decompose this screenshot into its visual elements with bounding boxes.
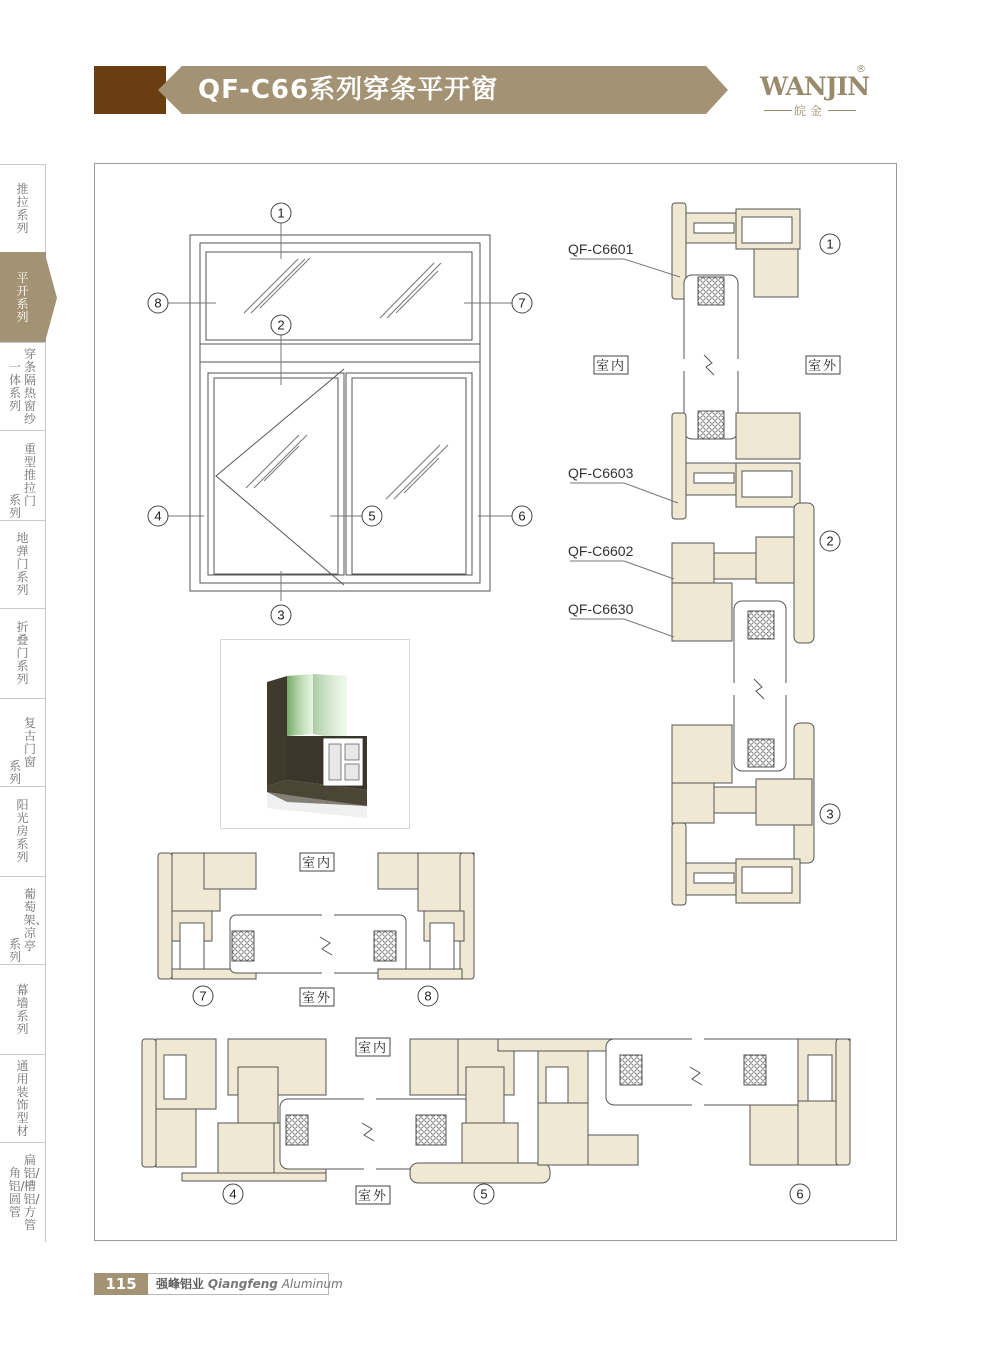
vertical-section [672, 203, 814, 905]
callout-4-text: 4 [154, 508, 162, 524]
outdoor-label-456 [356, 1186, 390, 1204]
section-callout-1-text: 1 [826, 236, 834, 252]
section-callout-8 [418, 986, 438, 1006]
callout-5-text: 5 [368, 508, 376, 524]
sidenav-item-12[interactable] [0, 1142, 46, 1242]
sidenav-item-label: 地弹门系列 [16, 531, 29, 597]
indoor-label [594, 356, 628, 374]
sidenav-item-label: 重型推拉门 [23, 442, 36, 508]
sidenav-item-label: 葡萄架、凉亭 [23, 887, 48, 953]
profile-label-qf-c6630: QF-C6630 [568, 601, 634, 617]
sidenav-item-7[interactable] [0, 698, 46, 786]
sidenav-item-label: 折叠门系列 [16, 620, 29, 686]
sidenav-item-label: 穿条隔热窗纱 [23, 346, 36, 426]
section-callout-6 [790, 1184, 810, 1204]
profile-product-photo [220, 639, 410, 829]
brand-logo: WANJIN [760, 72, 870, 101]
company-name-cn: 强峰铝业 [156, 1277, 205, 1291]
outdoor-label-text: 室外 [807, 359, 839, 374]
sidenav-item-3[interactable] [0, 342, 46, 430]
section-callout-2 [820, 531, 840, 551]
sidenav-item-10[interactable] [0, 964, 46, 1054]
opening-indicator [216, 369, 344, 585]
sidenav-item-label: 推拉系列 [16, 181, 29, 235]
callout-4 [148, 506, 168, 526]
section-callout-4 [223, 1184, 243, 1204]
sidenav-item-label: 通用装饰型材 [16, 1058, 29, 1138]
section-callout-7-text: 7 [199, 988, 207, 1004]
profile-label-qf-c6601: QF-C6601 [568, 241, 634, 257]
callout-5 [362, 506, 382, 526]
company-name-en-rest: Aluminum [277, 1277, 343, 1291]
callout-6 [512, 506, 532, 526]
sidenav-item-label: 平开系列 [16, 270, 29, 324]
right-sash [346, 373, 472, 575]
callout-8 [148, 293, 168, 313]
section-callout-6-text: 6 [796, 1186, 804, 1202]
section-callout-3 [820, 804, 840, 824]
brand-logo-sub: 皖金 [793, 104, 826, 118]
outdoor-label-456-text: 室外 [357, 1189, 389, 1204]
registered-mark: ® [856, 64, 866, 75]
callout-3-text: 3 [277, 607, 285, 623]
callout-7-text: 7 [518, 295, 526, 311]
sidenav-item-9[interactable] [0, 876, 46, 964]
sidenav-item-label: 阳光房系列 [16, 798, 29, 864]
indoor-label-78 [300, 853, 334, 871]
callout-2 [271, 315, 291, 335]
company-name-en [208, 1277, 343, 1291]
sidenav-item-label: 角铝/圆管 [8, 1165, 25, 1219]
sidenav-item-8[interactable] [0, 786, 46, 876]
category-sidenav [0, 164, 48, 1242]
sidenav-item-label: 幕墙系列 [16, 982, 29, 1036]
section-callout-5-text: 5 [480, 1186, 488, 1202]
profile-label-qf-c6603: QF-C6603 [568, 465, 634, 481]
section-callout-8-text: 8 [424, 988, 432, 1004]
indoor-label-text: 室内 [595, 359, 627, 374]
section-callout-2-text: 2 [826, 533, 834, 549]
left-sash [208, 373, 344, 575]
sidenav-item-label: 扁铝/槽铝/方管 [23, 1152, 40, 1232]
sidenav-item-6[interactable] [0, 608, 46, 698]
sidenav-item-4[interactable] [0, 430, 46, 520]
callout-8-text: 8 [154, 295, 162, 311]
callout-7 [512, 293, 532, 313]
section-callout-3-text: 3 [826, 806, 834, 822]
sidenav-item-1[interactable] [0, 164, 46, 252]
section-7-8 [158, 853, 474, 981]
window-elevation [168, 223, 512, 601]
sidenav-item-label: 系列 [8, 493, 21, 520]
callout-2-text: 2 [277, 317, 285, 333]
header-dark-block [94, 66, 166, 114]
right-callouts [820, 234, 840, 824]
footer-company [148, 1273, 343, 1295]
callout-6-text: 6 [518, 508, 526, 524]
callout-3 [271, 605, 291, 625]
sidenav-item-5[interactable] [0, 520, 46, 608]
callout-1 [271, 203, 291, 223]
page-number: 115 [94, 1273, 148, 1295]
sidenav-item-2[interactable] [0, 252, 46, 342]
sidenav-item-label: 一体系列 [8, 359, 21, 413]
company-name-en-bold: Qiangfeng [207, 1277, 278, 1291]
profile-leaders [570, 259, 680, 637]
callout-1-text: 1 [277, 205, 285, 221]
section-callout-7 [193, 986, 213, 1006]
section-4-5-6-callouts [223, 1184, 810, 1204]
outdoor-label [806, 356, 840, 374]
indoor-label-456-text: 室内 [357, 1041, 389, 1056]
outdoor-label-78-text: 室外 [301, 991, 333, 1006]
indoor-label-456 [356, 1038, 390, 1056]
sidenav-item-label: 复古门窗 [23, 715, 36, 769]
section-callout-1 [820, 234, 840, 254]
outer-frame [190, 235, 490, 591]
profile-label-qf-c6602: QF-C6602 [568, 543, 634, 559]
section-4-5-6 [142, 1033, 850, 1183]
sidenav-item-label: 系列 [8, 759, 21, 786]
indoor-label-78-text: 室内 [301, 856, 333, 871]
outdoor-label-78 [300, 988, 334, 1006]
section-callout-5 [474, 1184, 494, 1204]
sidenav-item-11[interactable] [0, 1054, 46, 1142]
technical-drawing [94, 163, 897, 1241]
section-callout-4-text: 4 [229, 1186, 237, 1202]
sidenav-item-label: 系列 [8, 937, 21, 964]
page-title: QF-C66系列穿条平开窗 [198, 75, 499, 105]
